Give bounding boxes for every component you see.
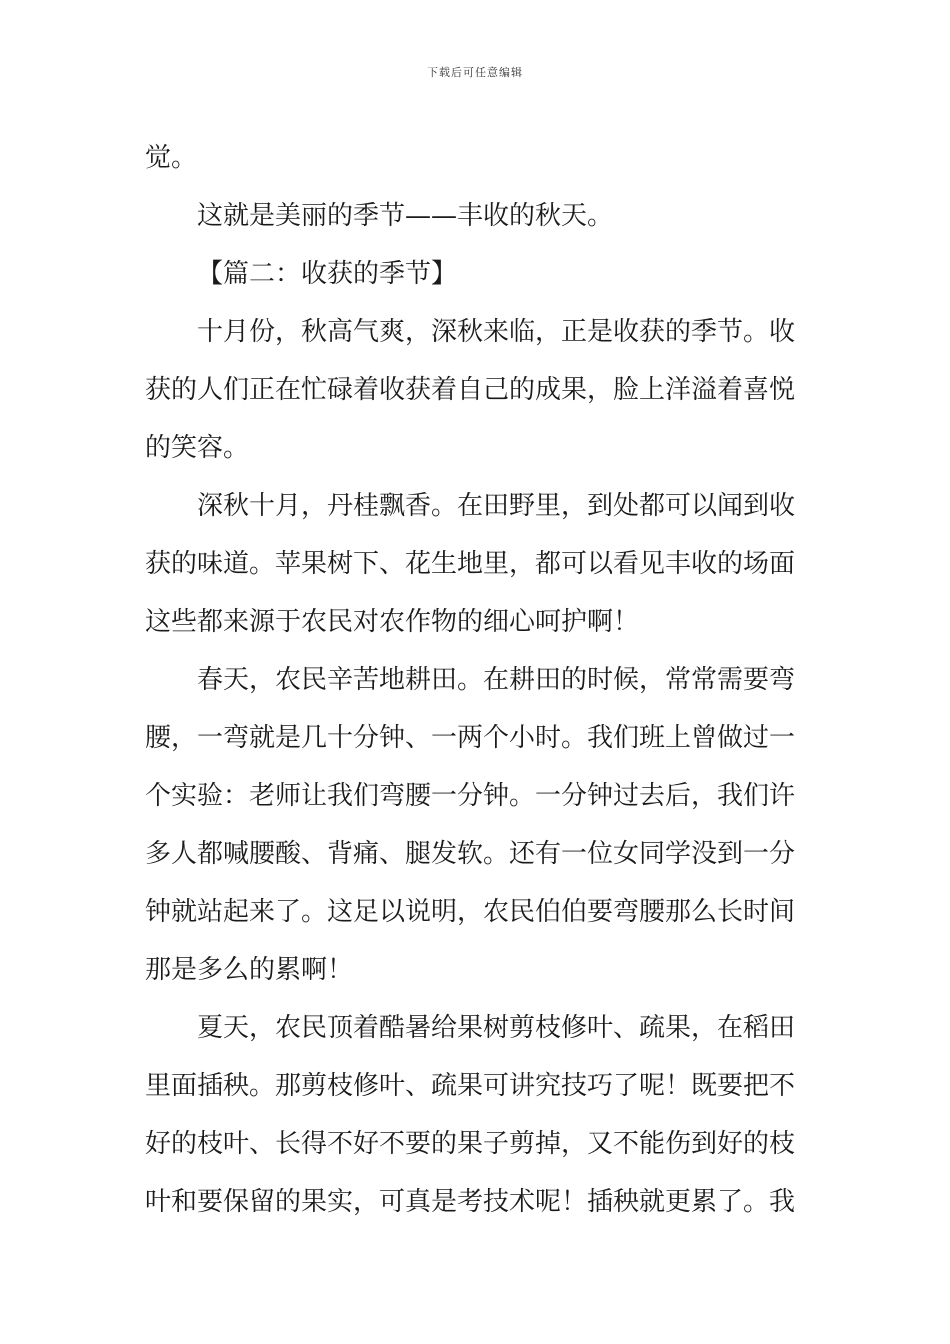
page-header: 下载后可任意编辑: [427, 66, 523, 79]
text-line: 叶和要保留的果实，可真是考技术呢！插秧就更累了。我: [145, 1187, 796, 1217]
text-line: 获的人们正在忙碌着收获着自己的成果，脸上洋溢着喜悦: [145, 375, 796, 405]
text-line: 春天，农民辛苦地耕田。在耕田的时候，常常需要弯: [197, 665, 796, 695]
text-line: 十月份，秋高气爽，深秋来临，正是收获的季节。收: [197, 317, 796, 347]
text-line: 好的枝叶、长得不好不要的果子剪掉，又不能伤到好的枝: [145, 1129, 796, 1159]
document-body: [145, 129, 813, 1231]
text-line: 那是多么的累啊！: [145, 955, 354, 985]
text-line: 觉。: [145, 143, 198, 173]
section-heading: 【篇二：收获的季节】: [197, 259, 458, 289]
text-line: 获的味道。苹果树下、花生地里，都可以看见丰收的场面: [145, 549, 796, 579]
text-line: 多人都喊腰酸、背痛、腿发软。还有一位女同学没到一分: [145, 839, 796, 869]
text-line: 腰，一弯就是几十分钟、一两个小时。我们班上曾做过一: [145, 723, 796, 753]
text-line: 里面插秧。那剪枝修叶、疏果可讲究技巧了呢！既要把不: [145, 1071, 796, 1101]
text-line: 钟就站起来了。这足以说明，农民伯伯要弯腰那么长时间: [145, 897, 796, 927]
text-line: 个实验：老师让我们弯腰一分钟。一分钟过去后，我们许: [145, 781, 796, 811]
text-line: 夏天，农民顶着酷暑给果树剪枝修叶、疏果，在稻田: [197, 1013, 796, 1043]
text-line: 的笑容。: [145, 433, 250, 463]
text-line: 这些都来源于农民对农作物的细心呵护啊！: [145, 607, 640, 637]
text-line: 深秋十月，丹桂飘香。在田野里，到处都可以闻到收: [197, 491, 796, 521]
text-line: 这就是美丽的季节——丰收的秋天。: [197, 201, 614, 231]
